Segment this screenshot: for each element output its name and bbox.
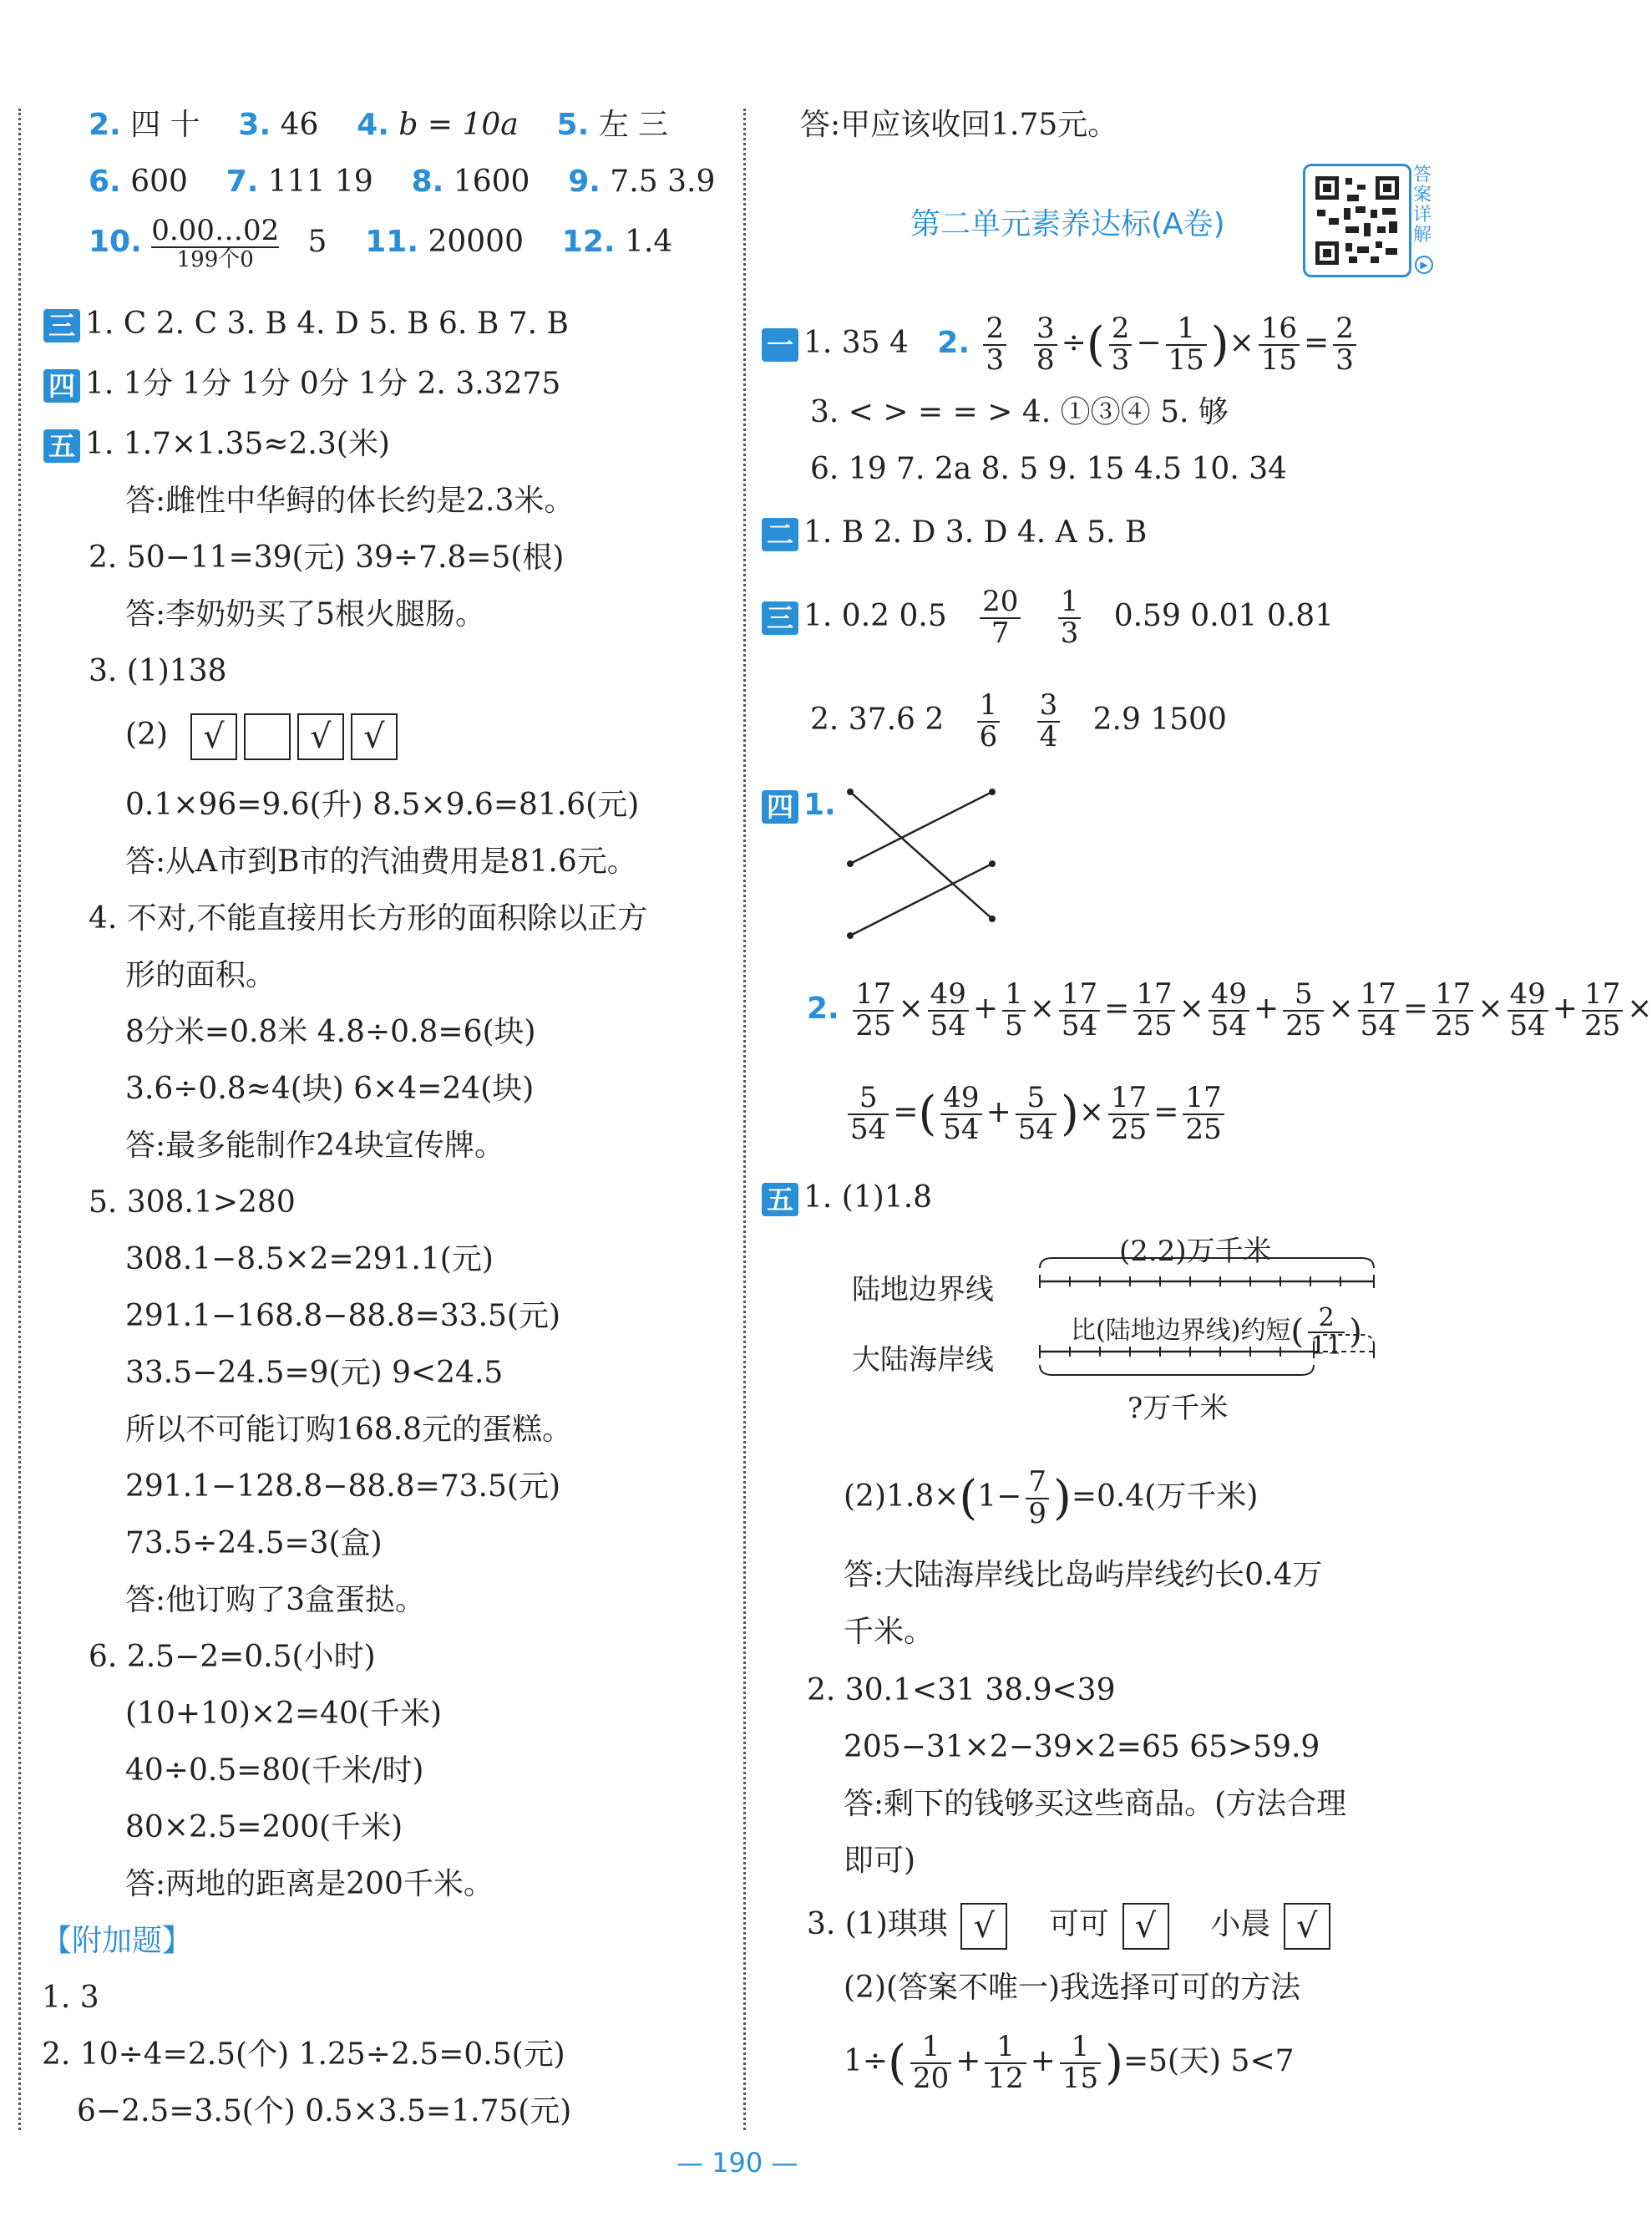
left-text-line: 33.5−24.5=9(元) 9<24.5 — [125, 1356, 504, 1390]
left-line-1: 2. 四 十 3. 46 4. b = 10a 5. 左 三 — [89, 108, 669, 142]
right-text-line: (2)(答案不唯一)我选择可可的方法 — [844, 1971, 1301, 2005]
check-box: √ — [351, 713, 398, 760]
qr-code-graphic — [1305, 166, 1409, 275]
left-section-3: 三 1. C 2. C 3. B 4. D 5. B 6. B 7. B — [43, 304, 569, 344]
right-text-line: 答:大陆海岸线比岛屿岸线约长0.4万 — [844, 1558, 1323, 1592]
diagram-top-label: (2.2)万千米 — [1119, 1235, 1272, 1268]
left-text-line: 80×2.5=200(千米) — [125, 1810, 403, 1844]
right-section-1-line-2: 3. < > = = > 4. ①③④ 5. 够 — [810, 395, 1229, 429]
left-section-4: 四 1. 1分 1分 1分 0分 1分 2. 3.3275 — [43, 364, 560, 404]
segment-diagram-lines — [852, 1228, 1437, 1428]
left-text-line: (10+10)×2=40(千米) — [125, 1697, 443, 1731]
check-box: √ — [1284, 1903, 1330, 1950]
check-box: √ — [297, 713, 344, 760]
right-q3-eq: 1÷( $\frac{1}{20}$ + $\frac{1}{12}$ + $\frac{1}{15}$ )=5(天) 5<7 — [844, 2030, 1295, 2095]
right-section-2: 二 1. B 2. D 3. D 4. A 5. B — [762, 513, 1147, 553]
left-text-line: 5. 308.1>280 — [89, 1185, 296, 1220]
right-section-3-line-2: 2. 37.6 2 $\frac{1}{6}$ $\frac{3}{4}$ 2.9 1500 — [810, 688, 1227, 753]
check-box: √ — [960, 1903, 1007, 1950]
left-text-line: 6−2.5=3.5(个) 0.5×3.5=1.75(元) — [77, 2094, 572, 2128]
left-text-line: 8分米=0.8米 4.8÷0.8=6(块) — [125, 1015, 536, 1049]
left-text-line: 答:李奶奶买了5根火腿肠。 — [125, 597, 486, 632]
left-text-line: 答:从A市到B市的汽油费用是81.6元。 — [125, 845, 637, 879]
check-box: √ — [1122, 1903, 1169, 1950]
left-text-line: 所以不可能订购168.8元的蛋糕。 — [125, 1413, 573, 1447]
left-text-line: 3. (1)138 — [89, 654, 227, 688]
page-number: — 190 — — [677, 2147, 798, 2179]
left-checkbox-line: (2) √ √ √ — [125, 713, 401, 760]
left-text-line: 40÷0.5=80(千米/时) — [125, 1753, 424, 1788]
right-text-line: 千米。 — [844, 1615, 935, 1649]
right-text-line: 205−31×2−39×2=65 65>59.9 — [844, 1730, 1320, 1764]
left-text-line: 291.1−128.8−88.8=73.5(元) — [125, 1469, 561, 1504]
check-box: √ — [190, 713, 237, 760]
left-text-line: 4. 不对,不能直接用长方形的面积除以正方 — [89, 901, 648, 936]
diagram-bottom-label: ?万千米 — [1128, 1392, 1229, 1425]
qr-side-label: 答案详解 — [1412, 165, 1432, 246]
left-text-line: 3.6÷0.8≈4(块) 6×4=24(块) — [125, 1072, 535, 1106]
play-icon: ▶ — [1415, 256, 1433, 274]
left-text-line: 答:最多能制作24块宣传牌。 — [125, 1129, 504, 1163]
right-section-1: 一 1. 35 4 2. $\frac{2}{3}$ $\frac{3}{8}$ ÷( $\frac{2}{3}$ − $\frac{1}{15}$ )× $\frac{16}{15}$ = $\frac{2}{3}$ — [762, 306, 1361, 383]
left-line-2: 6. 600 7. 111 19 8. 1600 9. 7.5 3.9 — [89, 165, 716, 199]
diagram-coast-label: 大陆海岸线 — [852, 1343, 994, 1377]
diagram-mid-label: 比(陆地边界线)约短( $\frac{2}{11}$ ) — [1071, 1303, 1362, 1361]
right-section-1-line-3: 6. 19 7. 2a 8. 5 9. 15 4.5 10. 34 — [810, 452, 1288, 486]
bonus-heading: 【附加题】 — [42, 1924, 193, 1958]
left-text-line: 2. 50−11=39(元) 39÷7.8=5(根) — [89, 540, 565, 575]
qr-code — [1303, 164, 1411, 277]
right-section-4: 四 1. — [762, 785, 836, 825]
left-text-line: 73.5÷24.5=3(盒) — [125, 1526, 383, 1560]
diagram-land-label: 陆地边界线 — [852, 1273, 994, 1306]
left-text-line: 答:雌性中华鲟的体长约是2.3米。 — [125, 484, 575, 518]
segment-diagram — [852, 1228, 1437, 1428]
right-q1-part2: (2)1.8×(1− $\frac{7}{9}$ )=0.4(万千米) — [844, 1465, 1259, 1530]
left-text-line: 1. 3 — [42, 1981, 99, 2015]
left-text-line: 形的面积。 — [125, 958, 276, 992]
right-answer-top: 答:甲应该收回1.75元。 — [800, 108, 1118, 142]
right-section-4-eq1: 2. $\frac{17}{25}$ × $\frac{49}{54}$ + $\frac{1}{5}$ × $\frac{17}{54}$ = $\frac{17}{25}$ × $\frac{49}{54}$ + $\frac{5}{25}$ × $\frac{17}{54}$ = $\frac{17}{25}$ × $\frac{49}{54}$ + $\frac{17}{25}$ × — [807, 977, 1652, 1043]
check-box — [244, 713, 291, 760]
right-text-line: 即可) — [844, 1844, 916, 1878]
matching-lines-diagram — [844, 777, 1011, 944]
right-text-line: 2. 30.1<31 38.9<39 — [807, 1673, 1116, 1707]
column-divider — [743, 109, 746, 2130]
left-margin-rule — [18, 109, 21, 2130]
left-text-line: 6. 2.5−2=0.5(小时) — [89, 1640, 376, 1674]
left-text-line: 291.1−168.8−88.8=33.5(元) — [125, 1299, 561, 1333]
left-section-5: 五 1. 1.7×1.35≈2.3(米) — [43, 424, 390, 464]
left-text-line: 答:两地的距离是200千米。 — [125, 1867, 494, 1901]
unit-title: 第二单元素养达标(A卷) — [910, 207, 1225, 241]
right-section-5: 五 1. (1)1.8 — [762, 1178, 932, 1218]
left-text-line: 0.1×96=9.6(升) 8.5×9.6=81.6(元) — [125, 788, 640, 822]
left-text-line: 2. 10÷4=2.5(个) 1.25÷2.5=0.5(元) — [42, 2037, 565, 2072]
right-section-4-eq2: $\frac{5}{54}$ =( $\frac{49}{54}$ + $\frac{5}{54}$ )× $\frac{17}{25}$ = $\frac{17}{25}$ — [844, 1073, 1229, 1154]
left-text-line: 308.1−8.5×2=291.1(元) — [125, 1242, 494, 1276]
right-section-3: 三 1. 0.2 0.5 $\frac{20}{7}$ $\frac{1}{3}$ 0.59 0.01 0.81 — [762, 576, 1334, 657]
right-q3-checks: 3. (1)琪琪 √ 可可 √ 小晨 √ — [807, 1900, 1334, 1950]
right-text-line: 答:剩下的钱够买这些商品。(方法合理 — [844, 1787, 1347, 1821]
left-line-3: 10. 0.00…02 199个0 5 11. 20000 12. 1.4 — [89, 214, 673, 273]
left-text-line: 答:他订购了3盒蛋挞。 — [125, 1583, 426, 1617]
